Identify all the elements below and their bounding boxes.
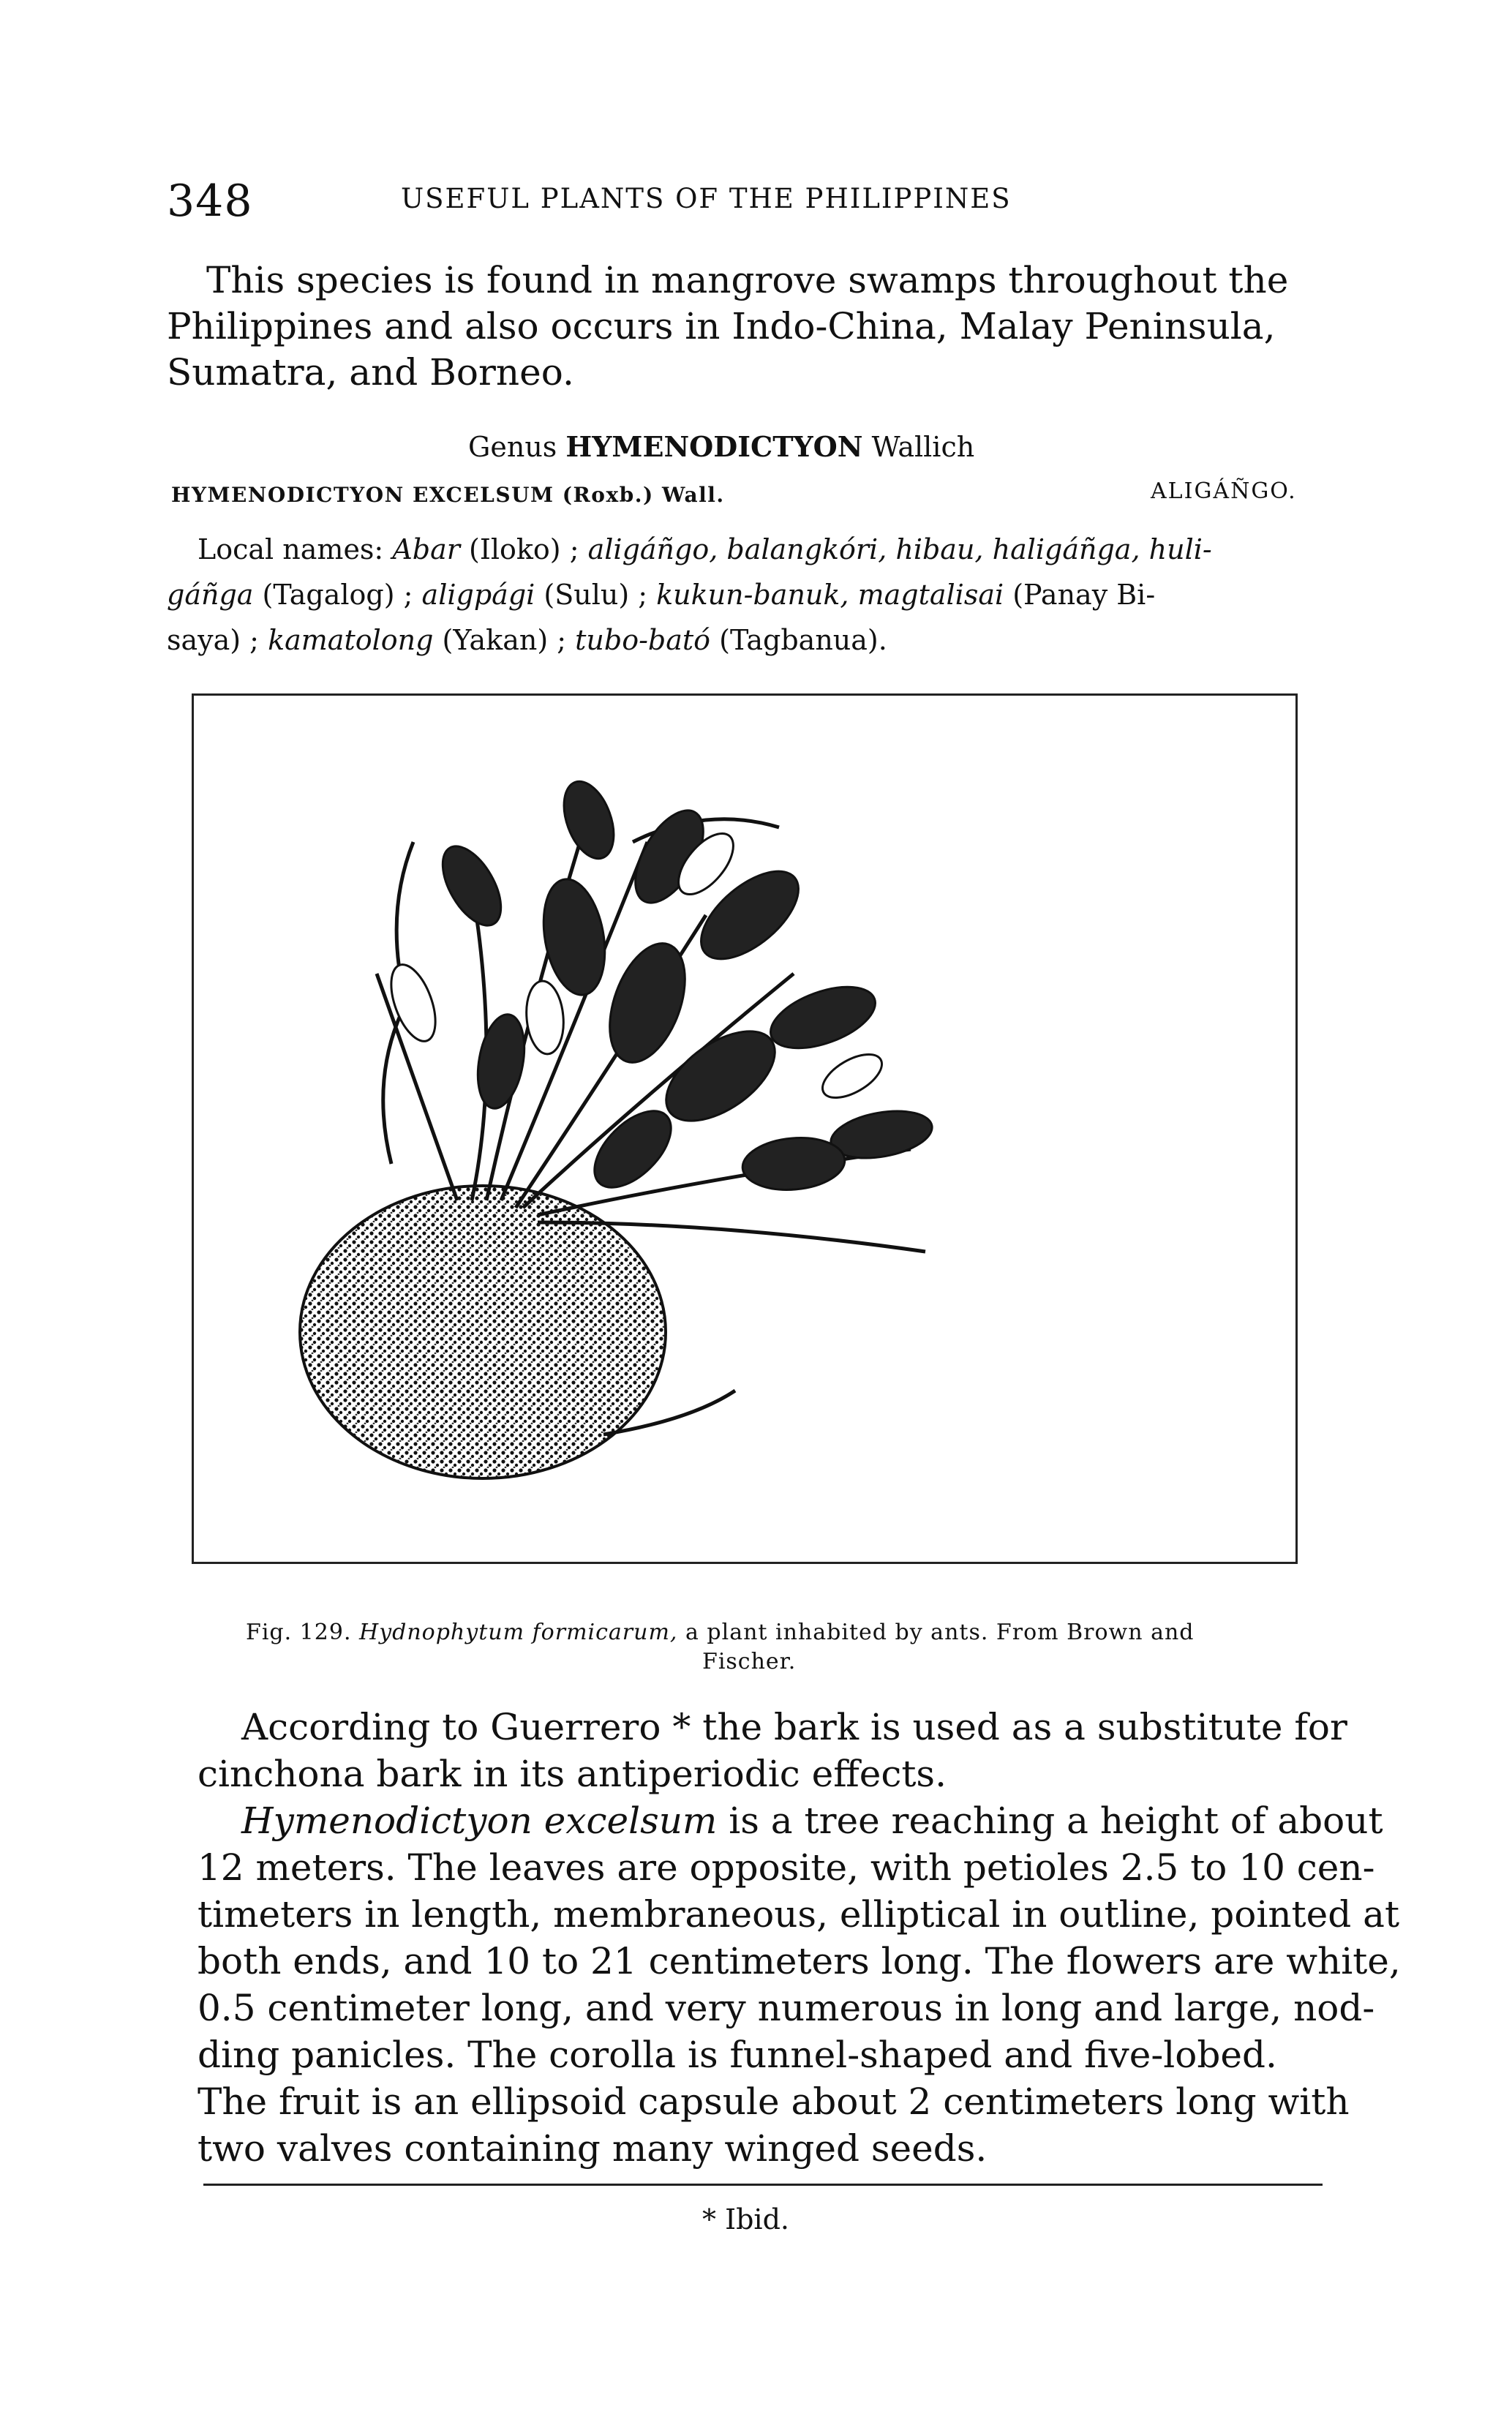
genus-heading xyxy=(468,430,974,463)
body-line-1: According to Guerrero * the bark is used as a substitute for xyxy=(241,1706,1347,1748)
species-author: (Roxb.) Wall. xyxy=(562,483,725,507)
language-panay-cont: saya) ; xyxy=(167,624,259,656)
language-tagalog: (Tagalog) ; xyxy=(262,579,413,611)
body-line-7: 0.5 centimeter long, and very numerous in long and large, nod- xyxy=(198,1987,1375,2029)
genus-author: Wallich xyxy=(871,431,975,463)
genus-name: HYMENODICTYON xyxy=(565,430,863,463)
body-line-6: both ends, and 10 to 21 centimeters long. The flowers are white, xyxy=(198,1940,1401,1982)
body-line-3 xyxy=(241,1798,1383,1844)
body-line-3-rest: is a tree reaching a height of about xyxy=(717,1800,1383,1842)
local-names-tagalog-cont: gáñga xyxy=(167,579,254,611)
species-local-name: ALIGÁÑGO. xyxy=(1151,478,1297,504)
plant-illustration xyxy=(194,696,1295,1562)
local-names-line-3 xyxy=(167,617,887,663)
language-sulu: (Sulu) ; xyxy=(544,579,648,611)
species-heading xyxy=(171,483,725,507)
language-panay: (Panay Bi- xyxy=(1012,579,1156,611)
figure-caption-prefix: Fig. 129. xyxy=(246,1620,352,1645)
species-name-italic: Hymenodictyon excelsum xyxy=(241,1800,718,1842)
body-line-10: two valves containing many winged seeds. xyxy=(198,2127,988,2170)
intro-line-3: Sumatra, and Borneo. xyxy=(167,351,574,394)
figure-caption-species: Hydnophytum formicarum, xyxy=(359,1620,678,1645)
local-name-abar: Abar xyxy=(392,533,460,565)
species-name: HYMENODICTYON EXCELSUM xyxy=(171,483,554,507)
genus-label: Genus xyxy=(468,431,557,463)
local-name-yakan: kamatolong xyxy=(268,624,434,656)
local-name-sulu: aligpági xyxy=(421,579,535,611)
language-iloko: (Iloko) ; xyxy=(469,533,579,565)
figure-caption-line-2: Fischer. xyxy=(702,1649,797,1674)
intro-line-2: Philippines and also occurs in Indo-China, Malay Peninsula, xyxy=(167,305,1276,347)
intro-line-1: This species is found in mangrove swamps throughout the xyxy=(206,259,1289,301)
language-tagbanua: (Tagbanua). xyxy=(719,624,887,656)
page-number: 348 xyxy=(167,176,253,227)
figure-plate xyxy=(192,693,1298,1564)
leaves xyxy=(431,775,936,1201)
body-line-2: cinchona bark in its antiperiodic effects. xyxy=(198,1753,947,1795)
language-yakan: (Yakan) ; xyxy=(442,624,567,656)
local-names-tagalog: aligáñgo, balangkóri, hibau, haligáñga, huli- xyxy=(587,533,1212,565)
footnote-divider xyxy=(203,2184,1323,2186)
body-line-5: timeters in length, membraneous, elliptical in outline, pointed at xyxy=(198,1893,1400,1936)
body-line-8: ding panicles. The corolla is funnel-shaped and five-lobed. xyxy=(198,2034,1277,2076)
figure-caption-text: a plant inhabited by ants. From Brown and xyxy=(685,1620,1195,1645)
figure-caption-line-1 xyxy=(246,1618,1195,1647)
local-names-line-1 xyxy=(198,527,1212,572)
local-names-line-2 xyxy=(167,572,1155,617)
local-names-label: Local names: xyxy=(198,533,384,565)
local-name-tagbanua: tubo-bató xyxy=(575,624,711,656)
running-title: USEFUL PLANTS OF THE PHILIPPINES xyxy=(401,183,1012,214)
footnote: * Ibid. xyxy=(702,2203,789,2236)
body-line-9: The fruit is an ellipsoid capsule about 2 centimeters long with xyxy=(198,2080,1350,2123)
body-line-4: 12 meters. The leaves are opposite, with petioles 2.5 to 10 cen- xyxy=(198,1846,1375,1889)
local-names-panay: kukun-banuk, magtalisai xyxy=(656,579,1004,611)
